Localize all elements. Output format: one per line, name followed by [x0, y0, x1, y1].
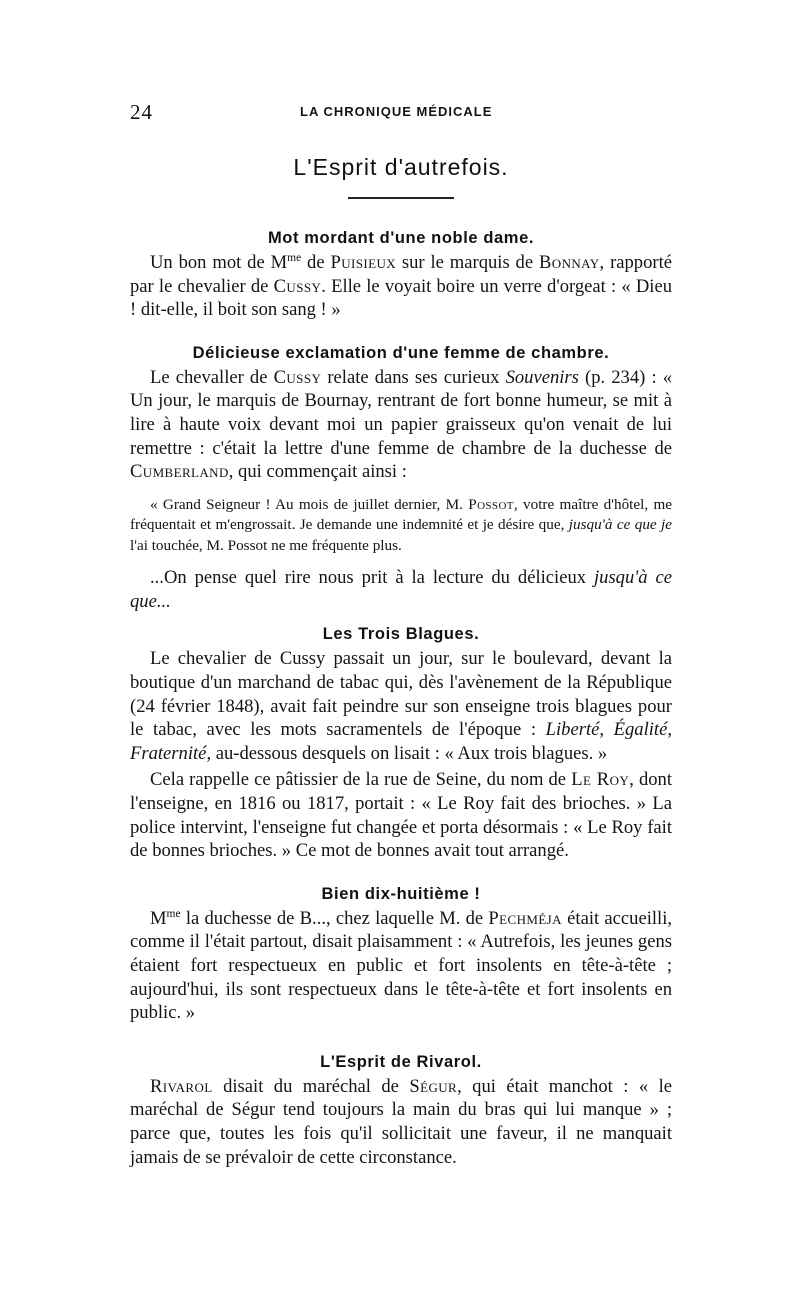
paragraph: Le chevaller de Cussy relate dans ses curieux Souvenirs (p. 234) : « Un jour, le marquis de Bournay, rentrant de fort bonne humeur, se mit à lire à haute voix devant moi un papier graisseux qu'on venait de lui remettre : c'était la lettre d'une femme de chambre de la duchesse de Cumberland, qui commençait ainsi :	[130, 366, 673, 483]
paragraph: Le chevalier de Cussy passait un jour, sur le boulevard, devant la boutique d'un marchand de tabac qui, dès l'avènement de la République (24 février 1848), avait fait peindre sur son enseigne trois blagues pour le tabac, avec les mots sacramentels de l'époque : Liberté, Égalité, Fraternité, au-dessous desquels on lisait : « Aux trois blagues. »	[130, 648, 672, 764]
section-heading-rivarol: L'Esprit de Rivarol.	[320, 1052, 482, 1071]
article-title: L'Esprit d'autrefois.	[293, 154, 509, 180]
title-rule	[348, 197, 454, 199]
letter-quote: « Grand Seigneur ! Au mois de juillet dernier, M. Possot, votre maître d'hôtel, me fréquentait et m'engrossait. Je demande une indemnité et je désire que, jusqu'à ce que je l'ai touchée, M. Possot ne me fréquente plus.	[130, 495, 673, 554]
section-heading-exclamation: Délicieuse exclamation d'une femme de chambre.	[192, 343, 610, 362]
paragraph: Cela rappelle ce pâtissier de la rue de Seine, du nom de Le Roy, dont l'enseigne, en 1816 ou 1817, portait : « Le Roy fait des brioches. » La police intervint, l'enseigne fut changée et porta désormais : « Le Roy fait de bonnes brioches. » Ce mot de bonnes avait tout arrangé.	[130, 769, 673, 862]
page	[130, 100, 672, 1169]
section-heading-mot-mordant: Mot mordant d'une noble dame.	[267, 229, 535, 247]
paragraph: Un bon mot de $M^{me}$ de Puisieux sur le marquis de Bonnay, rapporté par le chevalier de Cussy. Elle le voyait boire un verre d'orgeat : « Dieu ! dit-elle, il boit son sang ! »	[130, 251, 673, 321]
running-head	[130, 100, 672, 124]
page-number: 24	[130, 100, 153, 124]
paragraph: ...On pense quel rire nous prit à la lecture du délicieux jusqu'à ce que...	[130, 567, 672, 612]
section-heading-dix-huitieme: Bien dix-huitième !	[321, 884, 481, 903]
section-heading-trois-blagues: Les Trois Blagues.	[322, 625, 480, 644]
paragraph: Rivarol disait du maréchal de Ségur, qui était manchot : « le maréchal de Ségur tend toujours la main du bras qui lui manque » ; parce que, toutes les fois qu'il sollicitait une faveur, il ne manquait jamais de se prévaloir de cette circonstance.	[130, 1075, 672, 1168]
journal-title: LA CHRONIQUE MÉDICALE	[300, 104, 493, 119]
paragraph: $M^{me}$ la duchesse de B..., chez laquelle M. de Pechméja était accueilli, comme il l'était partout, disait plaisamment : « Autrefois, les jeunes gens étaient fort respectueux en public et fort insolents en tête-à-tête ; aujourd'hui, ils sont respectueux dans le tête-à-tête et fort insolents en public. »	[130, 907, 673, 1024]
